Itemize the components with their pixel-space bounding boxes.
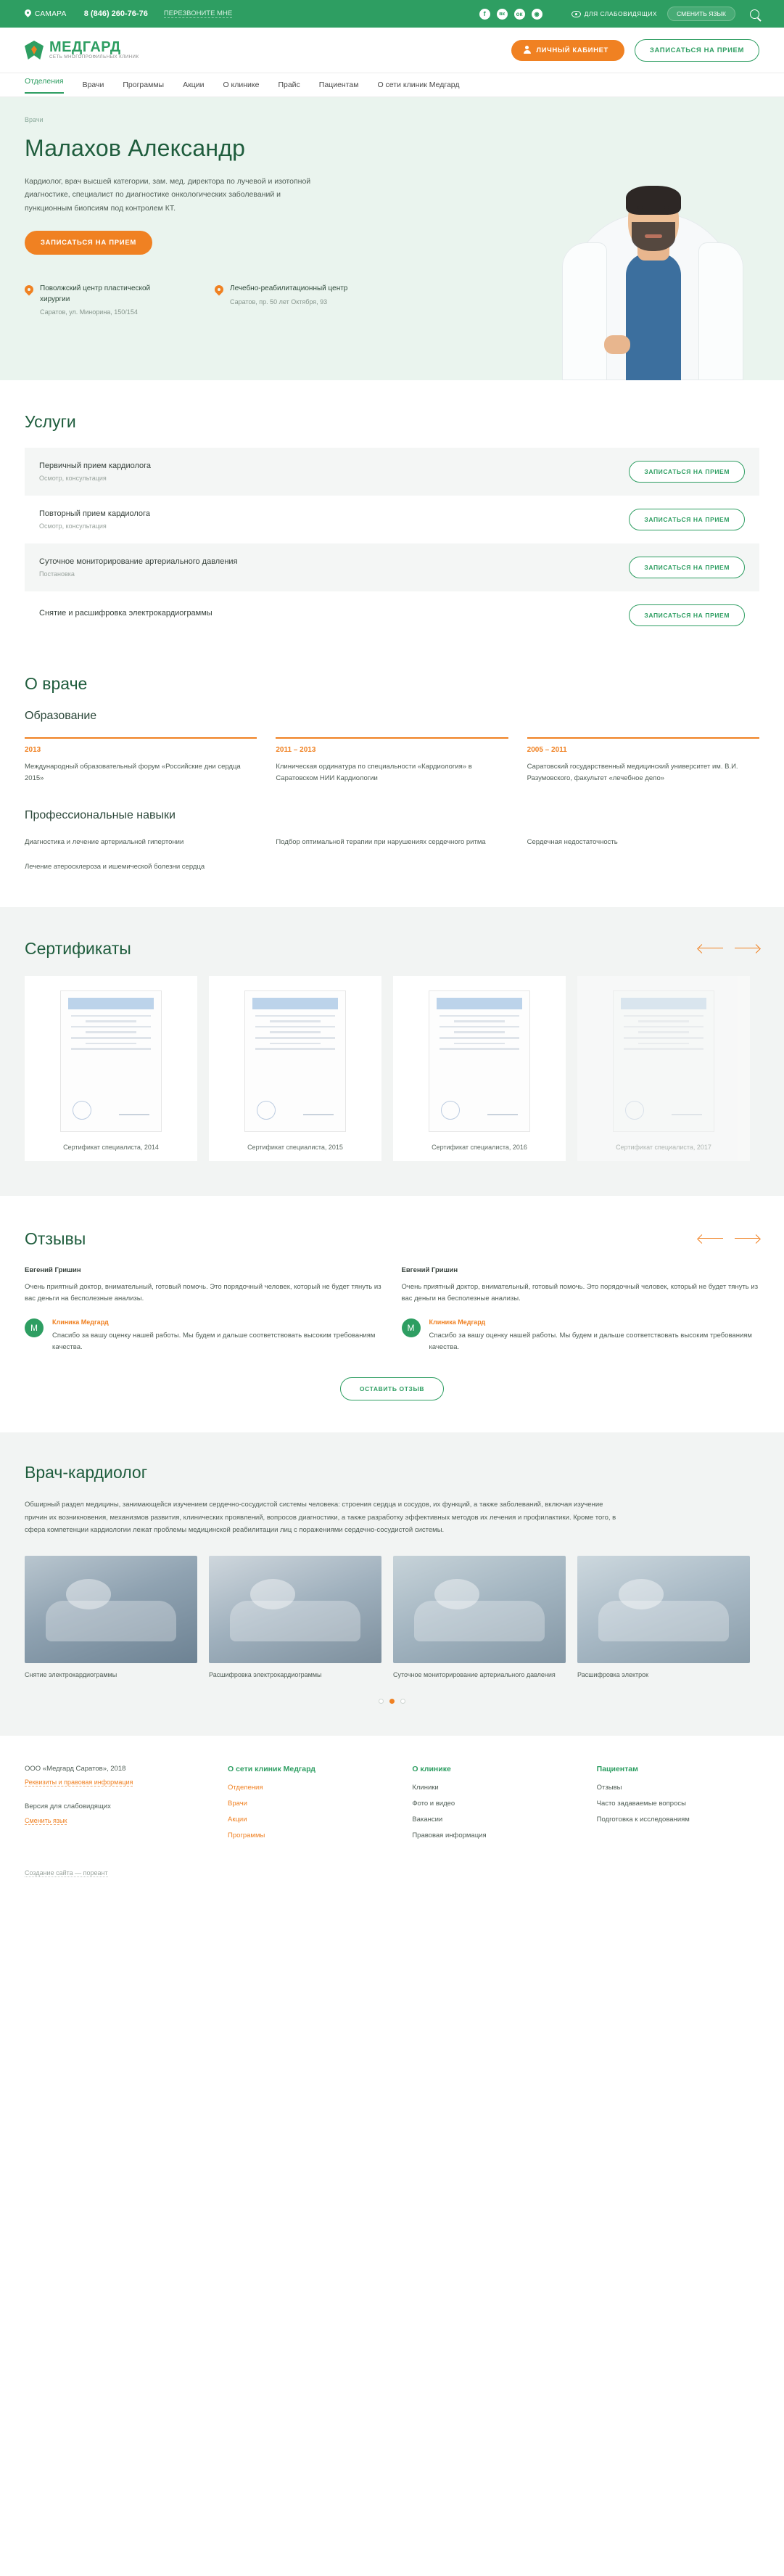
- education-grid: [25, 737, 759, 784]
- city-selector[interactable]: [25, 9, 67, 18]
- certificates-prev-arrow-icon[interactable]: [698, 944, 723, 953]
- education-text: Саратовский государственный медицинский университет им. В.И. Разумовского, факультет «лечебное дело»: [527, 763, 738, 783]
- clinic-item[interactable]: [25, 284, 177, 316]
- service-appointment-button[interactable]: ЗАПИСАТЬСЯ НА ПРИЕМ: [629, 557, 745, 578]
- language-switch-label: СМЕНИТЬ ЯЗЫК: [677, 10, 726, 17]
- city-label: САМАРА: [35, 9, 67, 18]
- service-subtitle: Осмотр, консультация: [39, 475, 107, 482]
- personal-cabinet-button[interactable]: [511, 40, 624, 61]
- footer-link-faq[interactable]: Часто задаваемые вопросы: [596, 1800, 686, 1808]
- review-text: Очень приятный доктор, внимательный, готовый помочь. Это порядочный человек, который не будет тянуть из вас деньги на бесполезные анализы.: [25, 1282, 381, 1303]
- header-appointment-button[interactable]: ЗАПИСАТЬСЯ НА ПРИЕМ: [635, 39, 759, 62]
- services-title: Услуги: [25, 412, 76, 431]
- certificates-title: Сертификаты: [25, 938, 131, 958]
- gallery-image: [209, 1556, 381, 1663]
- certificate-card[interactable]: [209, 976, 381, 1161]
- facebook-icon[interactable]: f: [479, 9, 490, 20]
- hero-appointment-button[interactable]: ЗАПИСАТЬСЯ НА ПРИЕМ: [25, 231, 152, 255]
- review-author: Евгений Гришин: [25, 1266, 81, 1274]
- nav-item-otdeleniya[interactable]: Отделения: [25, 77, 64, 94]
- footer-bottom: [0, 1858, 784, 1895]
- location-pin-icon: [25, 9, 31, 18]
- certificates-carousel[interactable]: [25, 976, 759, 1161]
- cardiologist-section: [0, 1432, 784, 1736]
- clinic-item[interactable]: [215, 284, 347, 316]
- nav-item-o-klinike[interactable]: О клинике: [223, 81, 260, 89]
- footer-language-link[interactable]: Сменить язык: [25, 1817, 67, 1825]
- service-title: Первичный прием кардиолога: [39, 462, 152, 470]
- gallery-image: [25, 1556, 197, 1663]
- site-author-link[interactable]: Создание сайта — пореант: [25, 1869, 108, 1877]
- site-footer: [0, 1736, 784, 1858]
- logo-subtitle: СЕТЬ МНОГОПРОФИЛЬНЫХ КЛИНИК: [49, 54, 139, 60]
- service-row: [25, 591, 759, 639]
- user-icon: [523, 46, 530, 53]
- certificate-caption: Сертификат специалиста, 2014: [63, 1143, 159, 1151]
- review-answer: [402, 1318, 760, 1354]
- personal-cabinet-label: ЛИЧНЫЙ КАБИНЕТ: [536, 46, 608, 54]
- gallery-dot[interactable]: [379, 1699, 384, 1704]
- logo[interactable]: [25, 40, 139, 60]
- gallery-item[interactable]: [577, 1556, 750, 1681]
- cardiologist-title: Врач-кардиолог: [25, 1463, 148, 1482]
- social-links: [479, 9, 542, 20]
- services-section: [0, 380, 784, 639]
- footer-link-kliniki[interactable]: Клиники: [412, 1784, 439, 1792]
- logo-title: МЕДГАРД: [49, 39, 121, 56]
- skill-item: Сердечная недостаточность: [527, 838, 618, 847]
- reviews-title: Отзывы: [25, 1228, 86, 1248]
- skill-item: Подбор оптимальной терапии при нарушениях сердечного ритма: [276, 838, 486, 847]
- footer-column-patients: [597, 1765, 759, 1847]
- about-doctor-section: [0, 639, 784, 874]
- footer-vision-label: Версия для слабовидящих: [25, 1802, 111, 1811]
- nav-item-o-seti-klinik[interactable]: О сети клиник Медгард: [377, 81, 460, 89]
- gallery-pagination[interactable]: [25, 1699, 759, 1704]
- education-year: 2005 – 2011: [527, 746, 567, 754]
- footer-column-head: О клинике: [412, 1765, 451, 1774]
- certificates-next-arrow-icon[interactable]: [735, 944, 759, 953]
- footer-column-network: [228, 1765, 390, 1847]
- map-pin-icon: [25, 285, 33, 296]
- footer-link-akcii[interactable]: Акции: [228, 1816, 247, 1824]
- nav-item-vrachi[interactable]: Врачи: [82, 81, 104, 89]
- gallery-caption: Снятие электрокардиограммы: [25, 1670, 117, 1678]
- certificate-caption: Сертификат специалиста, 2015: [247, 1143, 343, 1151]
- footer-link-vakansii[interactable]: Вакансии: [412, 1816, 443, 1824]
- service-title: Суточное мониторирование артериального давления: [39, 557, 238, 566]
- education-item: [25, 737, 257, 784]
- education-item: [276, 737, 508, 784]
- gallery-caption: Расшифровка электрок: [577, 1670, 649, 1678]
- service-appointment-button[interactable]: ЗАПИСАТЬСЯ НА ПРИЕМ: [629, 509, 745, 530]
- avatar: М: [25, 1318, 44, 1337]
- review-text: Очень приятный доктор, внимательный, готовый помочь. Это порядочный человек, который не будет тянуть из вас деньги на бесполезные анализы.: [401, 1282, 759, 1303]
- breadcrumb[interactable]: Врачи: [25, 116, 44, 123]
- reviews-next-arrow-icon[interactable]: [735, 1234, 759, 1243]
- language-switch-button[interactable]: [667, 7, 735, 21]
- review-card: [25, 1266, 383, 1355]
- doctor-photo: [556, 134, 751, 380]
- top-bar: [0, 0, 784, 28]
- doctor-hero: [0, 97, 784, 380]
- vk-icon[interactable]: вк: [497, 9, 508, 20]
- review-answer-text: Спасибо за вашу оценку нашей работы. Мы будем и дальше соответствовать высоким требованиям качества.: [52, 1331, 376, 1352]
- search-icon[interactable]: [750, 9, 759, 19]
- footer-column-head: О сети клиник Медгард: [228, 1765, 315, 1774]
- nav-item-programmy[interactable]: Программы: [123, 81, 165, 89]
- leave-review-button[interactable]: ОСТАВИТЬ ОТЗЫВ: [340, 1377, 444, 1400]
- service-subtitle: Осмотр, консультация: [39, 522, 107, 530]
- footer-column-about: [412, 1765, 574, 1847]
- cardiologist-gallery[interactable]: [25, 1556, 759, 1681]
- footer-link-programmy[interactable]: Программы: [228, 1831, 265, 1840]
- clinic-name: Поволжский центр пластической хирургии: [40, 284, 151, 303]
- education-text: Международный образовательный форум «Российские дни сердца 2015»: [25, 763, 241, 783]
- low-vision-label: ДЛЯ СЛАБОВИДЯЩИХ: [584, 10, 658, 17]
- reviews-prev-arrow-icon[interactable]: [698, 1234, 723, 1243]
- review-answer: [25, 1318, 383, 1354]
- service-appointment-button[interactable]: ЗАПИСАТЬСЯ НА ПРИЕМ: [629, 461, 745, 483]
- clinic-name: Лечебно-реабилитационный центр: [230, 284, 348, 293]
- education-heading: Образование: [25, 710, 97, 722]
- cardiologist-text: Обширный раздел медицины, занимающейся изучением сердечно-сосудистой системы человека: строения сердца и сосудов, их функций, а также заболеваний, включая изучение причин их возникновения, механизмов развития, клинических проявлений, вопросов диагностики, а также разработку эффективных методов их лечения и профилактики. Кроме того, в сфера компетенции кардиологии лежат проблемы медицинской реабилитации лиц с поражениями сердечно-сосудистой системы.: [25, 1501, 616, 1535]
- reviews-grid: [25, 1266, 759, 1355]
- top-bar-utilities: [572, 7, 759, 21]
- service-subtitle: Постановка: [39, 570, 75, 578]
- reviews-section: [0, 1196, 784, 1401]
- service-row: [25, 543, 759, 591]
- instagram-icon[interactable]: ◉: [532, 9, 542, 20]
- service-appointment-button[interactable]: ЗАПИСАТЬСЯ НА ПРИЕМ: [629, 604, 745, 626]
- map-pin-icon: [215, 285, 223, 296]
- certificate-card[interactable]: [25, 976, 197, 1161]
- certificate-caption: Сертификат специалиста, 2017: [616, 1143, 711, 1151]
- education-year: 2013: [25, 746, 41, 754]
- certificate-thumbnail: [429, 990, 530, 1132]
- certificates-section: [0, 907, 784, 1196]
- gallery-image: [577, 1556, 750, 1663]
- certificate-thumbnail: [60, 990, 162, 1132]
- footer-legal-link[interactable]: Реквизиты и правовая информация: [25, 1779, 133, 1787]
- gallery-item[interactable]: [25, 1556, 197, 1681]
- footer-column-head: Пациентам: [596, 1765, 638, 1774]
- phone-link[interactable]: 8 (846) 260-76-76: [83, 9, 148, 18]
- page-title: Малахов Александр: [25, 135, 246, 161]
- education-text: Клиническая ординатура по специальности «Кардиология» в Саратовском НИИ Кардиологии: [276, 763, 472, 783]
- footer-link-podgotovka[interactable]: Подготовка к исследованиям: [596, 1816, 690, 1824]
- review-answer-text: Спасибо за вашу оценку нашей работы. Мы будем и дальше соответствовать высоким требованиям качества.: [429, 1331, 752, 1352]
- review-card: [402, 1266, 760, 1355]
- skill-item: Диагностика и лечение артериальной гипертонии: [25, 838, 184, 847]
- service-row: [25, 448, 759, 496]
- certificate-thumbnail: [613, 990, 714, 1132]
- eye-icon: [572, 11, 581, 17]
- education-year: 2011 – 2013: [276, 746, 316, 754]
- review-author: Евгений Гришин: [401, 1266, 458, 1274]
- callback-link[interactable]: ПЕРЕЗВОНИТЕ МНЕ: [163, 9, 233, 17]
- education-item: [527, 737, 759, 784]
- low-vision-link[interactable]: [572, 10, 657, 17]
- gallery-item[interactable]: [393, 1556, 566, 1681]
- site-header: [0, 28, 784, 73]
- footer-copyright: ООО «Медгард Саратов», 2018: [25, 1765, 126, 1773]
- footer-link-pravovaya-informaciya[interactable]: Правовая информация: [412, 1831, 487, 1840]
- skill-item: Лечение атеросклероза и ишемической болезни сердца: [25, 863, 205, 871]
- skills-heading: Профессиональные навыки: [25, 809, 176, 822]
- certificate-caption: Сертификат специалиста, 2016: [432, 1143, 527, 1151]
- service-row: [25, 496, 759, 543]
- gallery-caption: Расшифровка электрокардиограммы: [209, 1670, 322, 1678]
- gallery-dot[interactable]: [400, 1699, 405, 1704]
- service-title: Снятие и расшифровка электрокардиограммы: [39, 609, 212, 618]
- medgard-shield-icon: [25, 41, 44, 60]
- footer-column-company: [25, 1765, 206, 1847]
- avatar: М: [402, 1318, 421, 1337]
- footer-link-vrachi[interactable]: Врачи: [228, 1800, 247, 1808]
- about-title: О враче: [25, 674, 88, 693]
- gallery-image: [393, 1556, 566, 1663]
- footer-link-otdeleniya[interactable]: Отделения: [228, 1784, 263, 1792]
- gallery-dot-active[interactable]: [389, 1699, 395, 1704]
- odnoklassniki-icon[interactable]: ок: [514, 9, 525, 20]
- certificate-card[interactable]: [393, 976, 566, 1161]
- review-answer-clinic: Клиника Медгард: [429, 1318, 486, 1326]
- clinic-address: Саратов, ул. Минорина, 150/154: [40, 308, 138, 316]
- nav-item-pacientam[interactable]: Пациентам: [318, 81, 359, 89]
- certificate-card[interactable]: [577, 976, 750, 1161]
- nav-item-akcii[interactable]: Акции: [183, 81, 205, 89]
- gallery-caption: Суточное мониторирование артериального давления: [393, 1670, 556, 1678]
- footer-link-otzyvy[interactable]: Отзывы: [596, 1784, 622, 1792]
- gallery-item[interactable]: [209, 1556, 381, 1681]
- main-navigation: [0, 73, 784, 97]
- footer-link-foto-video[interactable]: Фото и видео: [412, 1800, 455, 1808]
- certificate-thumbnail: [244, 990, 346, 1132]
- clinic-address: Саратов, пр. 50 лет Октября, 93: [230, 298, 328, 305]
- skills-grid: [25, 837, 759, 873]
- nav-item-price[interactable]: Прайс: [278, 81, 300, 89]
- doctor-description: Кардиолог, врач высшей категории, зам. мед. директора по лучевой и изотопной диагностике, специалист по диагностике онкологических заболеваний и пункционным биопсиям под контролем КТ.: [25, 177, 311, 213]
- review-answer-clinic: Клиника Медгард: [52, 1318, 109, 1326]
- service-title: Повторный прием кардиолога: [39, 509, 150, 518]
